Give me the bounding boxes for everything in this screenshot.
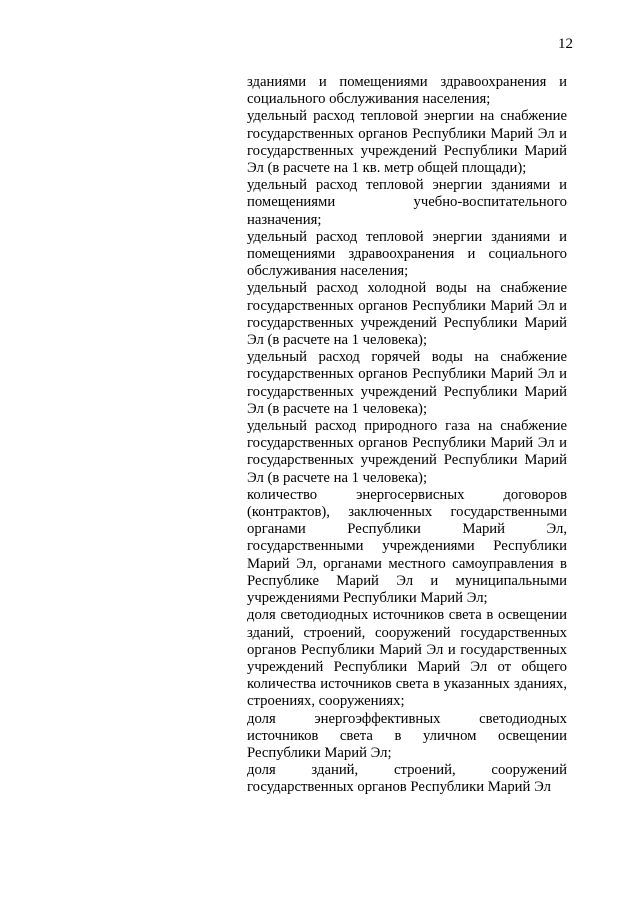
paragraph: доля энергоэффективных светодиодных источников света в уличном освещении Республики Марий Эл; <box>247 710 567 761</box>
paragraph: удельный расход тепловой энергии зданиями и помещениями здравоохранения и социального обслуживания населения; <box>247 228 567 280</box>
paragraph: доля светодиодных источников света в освещении зданий, строений, сооружений государственных органов Республики Марий Эл и государственных учреждений Республики Марий Эл от общего количества источников света в указанных зданиях, строениях, сооружениях; <box>247 607 567 710</box>
paragraph: доля зданий, строений, сооружений государственных органов Республики Марий Эл <box>247 762 567 796</box>
page-number: 12 <box>558 36 573 52</box>
paragraph: удельный расход холодной воды на снабжение государственных органов Республики Марий Эл и государственных учреждений Республики Марий Эл (в расчете на 1 человека); <box>247 280 567 349</box>
document-body <box>247 74 567 797</box>
paragraph: удельный расход природного газа на снабжение государственных органов Республики Марий Эл и государственных учреждений Республики Марий Эл (в расчете на 1 человека); <box>247 418 567 486</box>
paragraph: удельный расход горячей воды на снабжение государственных органов Республики Марий Эл и государственных учреждений Республики Марий Эл (в расчете на 1 человека); <box>247 349 567 417</box>
paragraph: количество энергосервисных договоров (контрактов), заключенных государственными органами Республики Марий Эл, государственными учреждениями Республики Марий Эл, органами местного самоуправления в Республике Марий Эл и муниципальными учреждениями Республики Марий Эл; <box>247 486 567 607</box>
paragraph: зданиями и помещениями здравоохранения и социального обслуживания населения; <box>247 74 567 108</box>
paragraph: удельный расход тепловой энергии зданиями и помещениями учебно-воспитательного назначения; <box>247 177 567 228</box>
paragraph: удельный расход тепловой энергии на снабжение государственных органов Республики Марий Эл и государственных учреждений Республики Марий Эл (в расчете на 1 кв. метр общей площади); <box>247 108 567 177</box>
